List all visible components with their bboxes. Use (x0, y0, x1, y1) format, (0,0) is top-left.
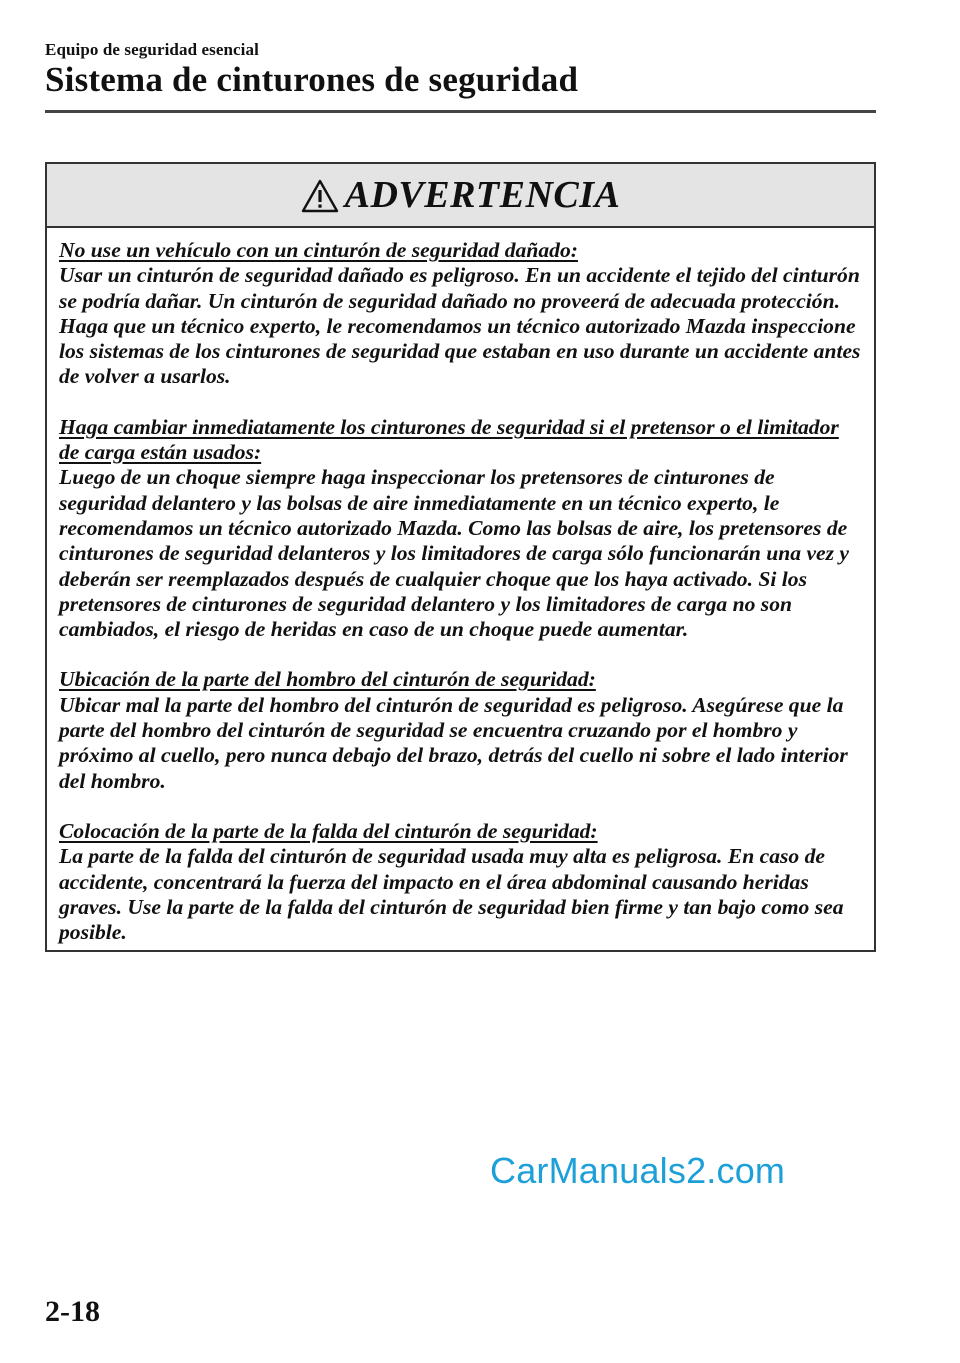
warning-paragraph (59, 819, 864, 945)
section-label: Equipo de seguridad esencial (45, 40, 259, 59)
paragraph-heading: Ubicación de la parte del hombro del cinturón de seguridad: (59, 667, 596, 692)
warning-header (47, 164, 874, 228)
paragraph-heading: No use un vehículo con un cinturón de seguridad dañado: (59, 238, 578, 262)
warning-box (45, 162, 876, 952)
title-divider (45, 110, 876, 113)
page-number: 2-18 (45, 1295, 100, 1328)
paragraph-text: Usar un cinturón de seguridad dañado es peligroso. En un accidente el tejido del cinturón se podría dañar. Un cinturón de seguridad dañado no proveerá de adecuada protección. Haga que un técnico experto, le recomendamos un técnico autorizado Mazda inspeccione los sistemas de los cinturones de seguridad que estaban en uso durante un accidente antes de volver a usarlos. (59, 263, 861, 389)
paragraph-heading: Colocación de la parte de la falda del cinturón de seguridad: (59, 818, 598, 843)
paragraph-text: La parte de la falda del cinturón de seguridad usada muy alta es peligrosa. En caso de accidente, concentrará la fuerza del impacto en el área abdominal causando heridas graves. Use la parte de la falda del cinturón de seguridad bien firme y tan bajo como sea posible. (59, 844, 844, 945)
warning-title: ADVERTENCIA (344, 174, 621, 216)
page-title: Sistema de cinturones de seguridad (45, 60, 579, 99)
warning-triangle-icon (301, 179, 339, 213)
paragraph-text: Luego de un choque siempre haga inspeccionar los pretensores de cinturones de seguridad delantero y las bolsas de aire inmediatamente en un técnico experto, le recomendamos un técnico autorizado Mazda. Como las bolsas de aire, los pretensores de cinturones de seguridad delanteros y los limitadores de carga sólo funcionarán una vez y deberán ser reemplazados después de cualquier choque que los haya activado. Si los pretensores de cinturones de seguridad delantero y los limitadores de carga no son cambiados, el riesgo de heridas en caso de un choque puede aumentar. (59, 465, 850, 642)
paragraph-text: Ubicar mal la parte del hombro del cinturón de seguridad es peligroso. Asegúrese que la parte del hombro del cinturón de seguridad se encuentra cruzando por el hombro y próximo al cuello, pero nunca debajo del brazo, detrás del cuello ni sobre el lado interior del hombro. (59, 692, 848, 793)
warning-paragraph (59, 238, 864, 390)
paragraph-heading: Haga cambiar inmediatamente los cinturones de seguridad si el pretensor o el limitador de carga están usados: (59, 414, 839, 465)
warning-body (47, 228, 874, 945)
watermark-logo: CarManuals2.com (490, 1150, 786, 1191)
warning-paragraph (59, 415, 864, 643)
warning-paragraph (59, 667, 864, 793)
